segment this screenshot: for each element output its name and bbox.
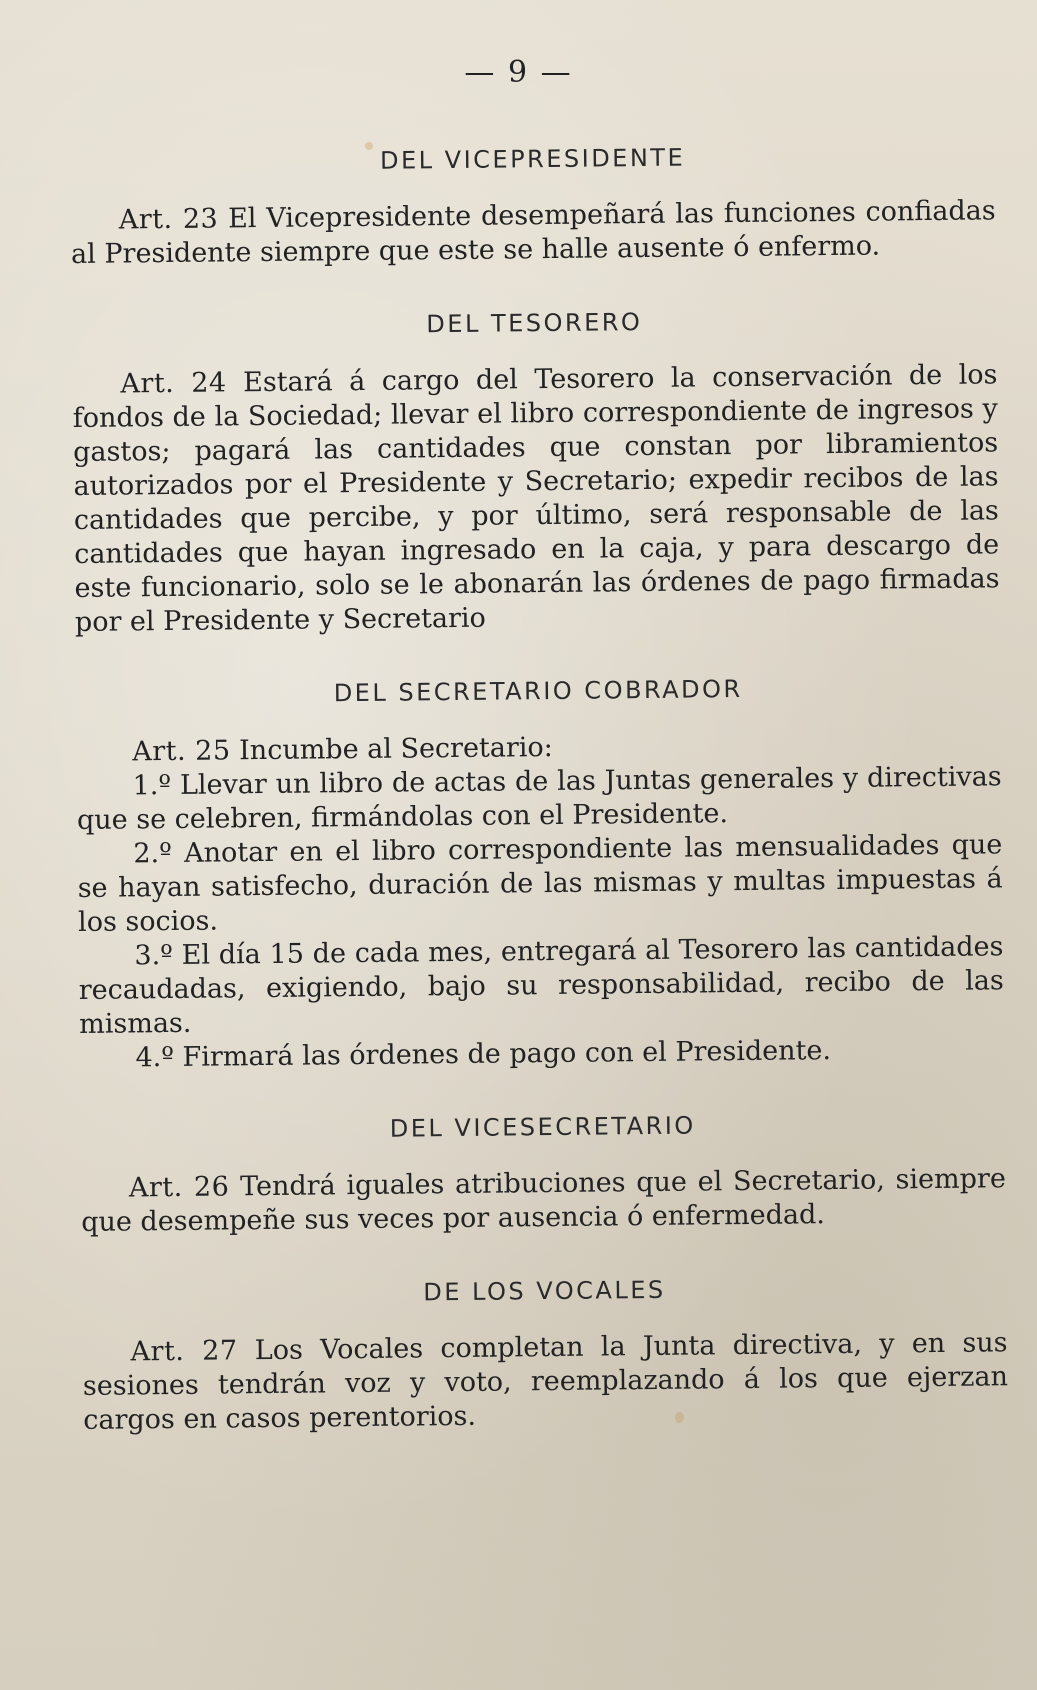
article-text: Tendrá iguales atribuciones que el Secretario, siempre que desempeñe sus veces por ausencia ó enfermedad. [81, 1163, 1007, 1238]
article-paragraph [72, 358, 1000, 640]
article-number: Art. 25 [132, 735, 231, 768]
section-tesorero [72, 304, 1000, 640]
article-paragraph [71, 194, 997, 272]
list-item [76, 760, 1002, 838]
item-number: 3.º [134, 939, 174, 972]
article-text: Estará á cargo del Tesorero la conservación de los fondos de la Sociedad; llevar el libro correspondiente de ingresos y gastos; pagará las cantidades que constan por libramientos autorizados por el Presidente y Secretario; expedir recibos de las cantidades que percibe, y por último, será responsable de las cantidades que hayan ingresado en la caja, y para descargo de este funcionario, solo se le abonarán las órdenes de pago firmadas por el Presidente y Secretario [72, 359, 1000, 638]
section-heading: DEL VICESECRETARIO [389, 1111, 696, 1143]
item-text: El día 15 de cada mes, entregará al Tesorero las cantidades recaudadas, exigiendo, bajo su responsabilidad, recibo de las mismas. [78, 931, 1004, 1040]
page-number: — 9 — [464, 55, 573, 90]
item-text: Anotar en el libro correspondiente las mensualidades que se hayan satisfecho, duración de las mismas y multas impuestas á los socios. [77, 829, 1003, 938]
list-item [77, 828, 1003, 940]
article-number: Art. 24 [120, 367, 227, 400]
article-paragraph [82, 1326, 1008, 1438]
section-vicesecretario [80, 1108, 1006, 1240]
item-number: 1.º [132, 769, 172, 802]
article-text: Los Vocales completan la Junta directiva, y en sus sesiones tendrán voz y voto, reemplazando á los que ejerzan cargos en casos perentorios. [82, 1327, 1009, 1436]
article-text: El Vicepresidente desempeñará las funciones confiadas al Presidente siempre que este se halle ausente ó enfermo. [70, 195, 996, 270]
section-heading: DEL SECRETARIO COBRADOR [333, 674, 743, 708]
article-number: Art. 26 [128, 1171, 230, 1204]
section-heading: DEL VICEPRESIDENTE [379, 143, 686, 175]
section-secretario-cobrador [76, 672, 1005, 1076]
list-item [78, 930, 1004, 1042]
item-number: 4.º [135, 1041, 175, 1074]
item-number: 2.º [133, 837, 173, 870]
item-text: Llevar un libro de actas de las Juntas generales y directivas que se celebren, firmándolas con el Presidente. [76, 761, 1002, 836]
article-paragraph [81, 1162, 1007, 1240]
section-vicepresidente [70, 140, 996, 272]
item-text: Firmará las órdenes de pago con el Presidente. [182, 1035, 832, 1073]
section-heading: DE LOS VOCALES [423, 1275, 666, 1307]
section-heading: DEL TESORERO [426, 308, 643, 339]
article-text: Incumbe al Secretario: [239, 731, 553, 767]
article-number: Art. 23 [118, 203, 219, 236]
article-number: Art. 27 [130, 1335, 238, 1368]
section-vocales [82, 1272, 1009, 1438]
document-body [70, 140, 1009, 1480]
